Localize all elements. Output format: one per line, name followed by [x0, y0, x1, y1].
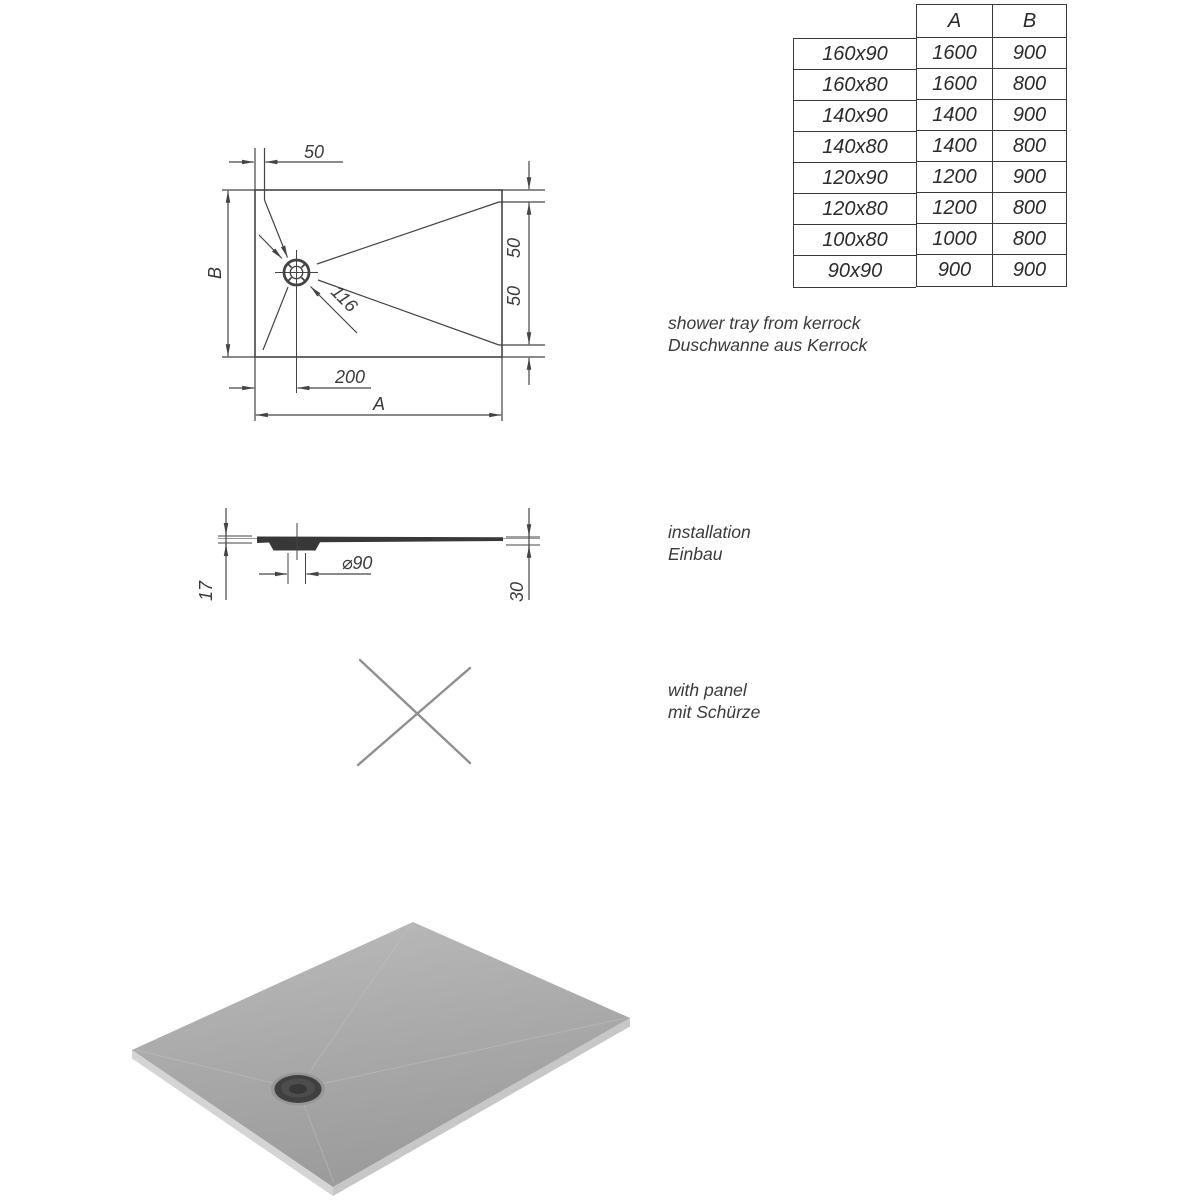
tray-profile: [257, 537, 503, 551]
top-view-drawing: [205, 142, 545, 421]
dim-length-label: A: [372, 394, 386, 414]
dim-edge-height: 17: [196, 580, 216, 602]
table-cell: 800: [1012, 72, 1047, 95]
caption-top-view: [668, 312, 867, 356]
dimension-lines-top-view: [228, 161, 529, 415]
table-cell: 900: [1012, 165, 1047, 188]
caption-line: installation: [668, 522, 751, 542]
panel-x-symbol: [358, 660, 470, 765]
table-cell: 900: [917, 255, 993, 286]
drain-3d: [271, 1073, 325, 1106]
table-row: [917, 162, 1066, 193]
dim-corner-offset-top: 50: [504, 237, 524, 259]
caption-line: with panel: [668, 680, 747, 700]
table-cell: 160x80: [794, 70, 916, 101]
table-cell: 140x90: [794, 101, 916, 132]
dim-drain-hole: ⌀90: [341, 553, 373, 573]
table-cell: 160x90: [794, 39, 916, 70]
caption-panel: [668, 679, 760, 723]
table-cell: 900: [1012, 258, 1047, 281]
caption-line: Einbau: [668, 544, 723, 564]
table-row: [917, 224, 1066, 255]
table-cell: 120x80: [794, 194, 916, 225]
tray-top-face: [132, 922, 630, 1187]
table-row: [917, 255, 1066, 286]
table-cell: 120x90: [794, 163, 916, 194]
dim-install-depth: 30: [507, 581, 527, 603]
table-cell: 140x80: [794, 132, 916, 163]
table-cell: 1600: [917, 69, 993, 99]
table-row: [917, 100, 1066, 131]
caption-line: mit Schürze: [668, 702, 761, 722]
table-row: [917, 193, 1066, 224]
table-cell: 90x90: [827, 260, 883, 282]
dim-edge-offset: 50: [303, 142, 325, 162]
size-table: [793, 4, 1067, 286]
size-table-label-column: [793, 38, 916, 288]
dim-drain-diagonal: 116: [327, 281, 362, 316]
caption-side-view: [668, 521, 751, 565]
table-cell: 800: [1012, 196, 1047, 219]
dimension-lines-side-view: [226, 508, 529, 603]
table-cell: 1400: [917, 131, 993, 161]
table-cell: 900: [1012, 103, 1047, 126]
dim-drain-offset: 200: [334, 367, 366, 387]
table-row: [917, 131, 1066, 162]
column-header-a: A: [917, 5, 993, 37]
tray-3d-render: [132, 922, 630, 1196]
side-view-drawing: [196, 508, 540, 602]
dim-corner-offset-bottom: 50: [504, 285, 524, 307]
table-cell: 800: [1012, 227, 1047, 250]
table-cell: 1000: [917, 224, 993, 254]
table-header-row: [917, 5, 1066, 38]
table-cell: 1600: [917, 38, 993, 68]
table-cell: 1200: [917, 193, 993, 223]
table-cell: 1200: [917, 162, 993, 192]
slope-lines: [263, 202, 499, 350]
column-header-b: B: [1022, 10, 1037, 32]
table-cell: 800: [1012, 134, 1047, 157]
table-row: [917, 69, 1066, 100]
caption-line: shower tray from kerrock: [668, 313, 861, 333]
dim-width-label: B: [205, 266, 225, 280]
caption-line: Duschwanne aus Kerrock: [668, 335, 868, 355]
table-cell: 900: [1012, 41, 1047, 64]
drain-symbol: [275, 250, 318, 393]
tray-outline: [255, 190, 502, 357]
table-cell: 100x80: [794, 225, 916, 256]
table-row: [917, 38, 1066, 69]
size-table-value-columns: [916, 4, 1067, 287]
table-cell: 1400: [917, 100, 993, 130]
